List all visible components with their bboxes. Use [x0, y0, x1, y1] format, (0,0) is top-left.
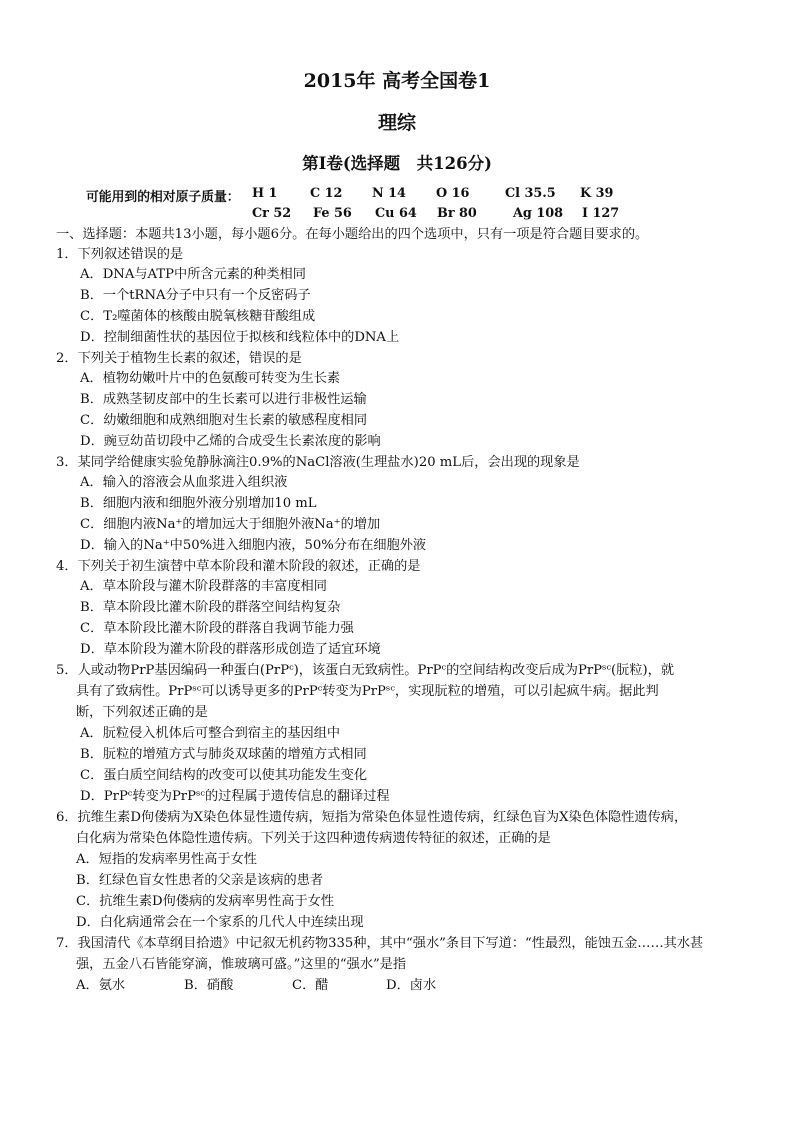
answer-option: B．朊粒的增殖方式与肺炎双球菌的增殖方式相同 [80, 747, 367, 762]
atomic-mass: I 127 [582, 206, 620, 221]
section-instructions: 一、选择题：本题共13小题，每小题6分。在每小题给出的四个选项中，只有一项是符合题目要求的。 [56, 227, 649, 242]
atomic-mass-label: 可能用到的相对原子质量： [86, 190, 240, 205]
answer-option: B．成熟茎韧皮部中的生长素可以进行非极性运输 [80, 392, 367, 407]
answer-option: C．细胞内液Na⁺的增加远大于细胞外液Na⁺的增加 [80, 517, 381, 532]
answer-option: D．豌豆幼苗切段中乙烯的合成受生长素浓度的影响 [80, 434, 381, 449]
answer-option: D．控制细菌性状的基因位于拟核和线粒体中的DNA上 [80, 330, 400, 345]
atomic-mass: H 1 [252, 186, 278, 201]
atomic-mass: K 39 [580, 186, 614, 201]
question-stem: 5．人或动物PrP基因编码一种蛋白(PrPᶜ)，该蛋白无致病性。PrPᶜ的空间结构改变后成为PrPˢᶜ(朊粒)，就 [56, 663, 675, 678]
question-stem: 6．抗维生素D佝偻病为X染色体显性遗传病，短指为常染色体显性遗传病，红绿色盲为X染色体隐性遗传病， [56, 810, 688, 825]
atomic-mass: Fe 56 [313, 206, 352, 221]
answer-option: A．草本阶段与灌木阶段群落的丰富度相同 [80, 579, 327, 594]
answer-option: A．输入的溶液会从血浆进入组织液 [80, 475, 288, 490]
answer-option: C．幼嫩细胞和成熟细胞对生长素的敏感程度相同 [80, 413, 368, 428]
question-stem: 1．下列叙述错误的是 [56, 247, 184, 262]
atomic-mass: N 14 [372, 186, 406, 201]
answer-option: D．输入的Na⁺中50%进入细胞内液，50%分布在细胞外液 [80, 538, 427, 553]
exam-part-heading: 第Ⅰ卷(选择题 共126分) [302, 154, 492, 173]
exam-subject: 理综 [377, 112, 416, 134]
atomic-mass: O 16 [436, 186, 470, 201]
question-stem: 3．某同学给健康实验兔静脉滴注0.9%的NaCl溶液(生理盐水)20 mL后，会出现的现象是 [56, 455, 580, 470]
answer-option: C．草本阶段比灌木阶段的群落自我调节能力强 [80, 621, 354, 636]
answer-option: B．红绿色盲女性患者的父亲是该病的患者 [76, 873, 324, 888]
answer-option: B．草本阶段比灌木阶段的群落空间结构复杂 [80, 600, 341, 615]
answer-option: C．T₂噬菌体的核酸由脱氧核糖苷酸组成 [80, 309, 316, 324]
atomic-mass: Cu 64 [375, 206, 417, 221]
question-stem-continued: 强，五金八石皆能穿滴，惟玻璃可盛。”这里的“强水”是指 [76, 957, 407, 972]
answer-option: C．抗维生素D佝偻病的发病率男性高于女性 [76, 894, 335, 909]
answer-option: A．短指的发病率男性高于女性 [76, 852, 257, 867]
question-stem: 7．我国清代《本草纲目拾遗》中记叙无机药物335种，其中“强水”条目下写道：“性最烈，能蚀五金……其水甚 [56, 936, 704, 951]
atomic-mass: Cr 52 [252, 206, 292, 221]
answer-option: B．细胞内液和细胞外液分别增加10 mL [80, 496, 317, 511]
atomic-mass: Ag 108 [513, 206, 564, 221]
answer-option: C．醋 [292, 978, 329, 993]
answer-option: D．草本阶段为灌木阶段的群落形成创造了适宜环境 [80, 642, 381, 657]
question-stem-continued: 白化病为常染色体隐性遗传病。下列关于这四种遗传病遗传特征的叙述，正确的是 [76, 831, 551, 846]
answer-option: D．卤水 [386, 978, 437, 993]
answer-option: B．一个tRNA分子中只有一个反密码子 [80, 288, 311, 303]
exam-title: 2015年 高考全国卷1 [303, 70, 491, 92]
atomic-mass: C 12 [310, 186, 343, 201]
answer-option: D．白化病通常会在一个家系的几代人中连续出现 [76, 915, 364, 930]
atomic-mass: Cl 35.5 [505, 186, 556, 201]
answer-option: A．DNA与ATP中所含元素的种类相同 [80, 267, 306, 282]
answer-option: A．植物幼嫩叶片中的色氨酸可转变为生长素 [80, 371, 341, 386]
question-stem: 2．下列关于植物生长素的叙述，错误的是 [56, 351, 302, 366]
answer-option: C．蛋白质空间结构的改变可以使其功能发生变化 [80, 768, 368, 783]
answer-option: D．PrPᶜ转变为PrPˢᶜ的过程属于遗传信息的翻译过程 [80, 789, 390, 804]
question-stem-continued: 断，下列叙述正确的是 [76, 705, 208, 720]
answer-option: A．氨水 [76, 978, 126, 993]
answer-option: A．朊粒侵入机体后可整合到宿主的基因组中 [80, 726, 341, 741]
atomic-mass: Br 80 [437, 206, 477, 221]
question-stem: 4．下列关于初生演替中草本阶段和灌木阶段的叙述，正确的是 [56, 559, 421, 574]
question-stem-continued: 具有了致病性。PrPˢᶜ可以诱导更多的PrPᶜ转变为PrPˢᶜ，实现朊粒的增殖，可以引起疯牛病。据此判 [76, 684, 659, 699]
answer-option: B．硝酸 [184, 978, 234, 993]
